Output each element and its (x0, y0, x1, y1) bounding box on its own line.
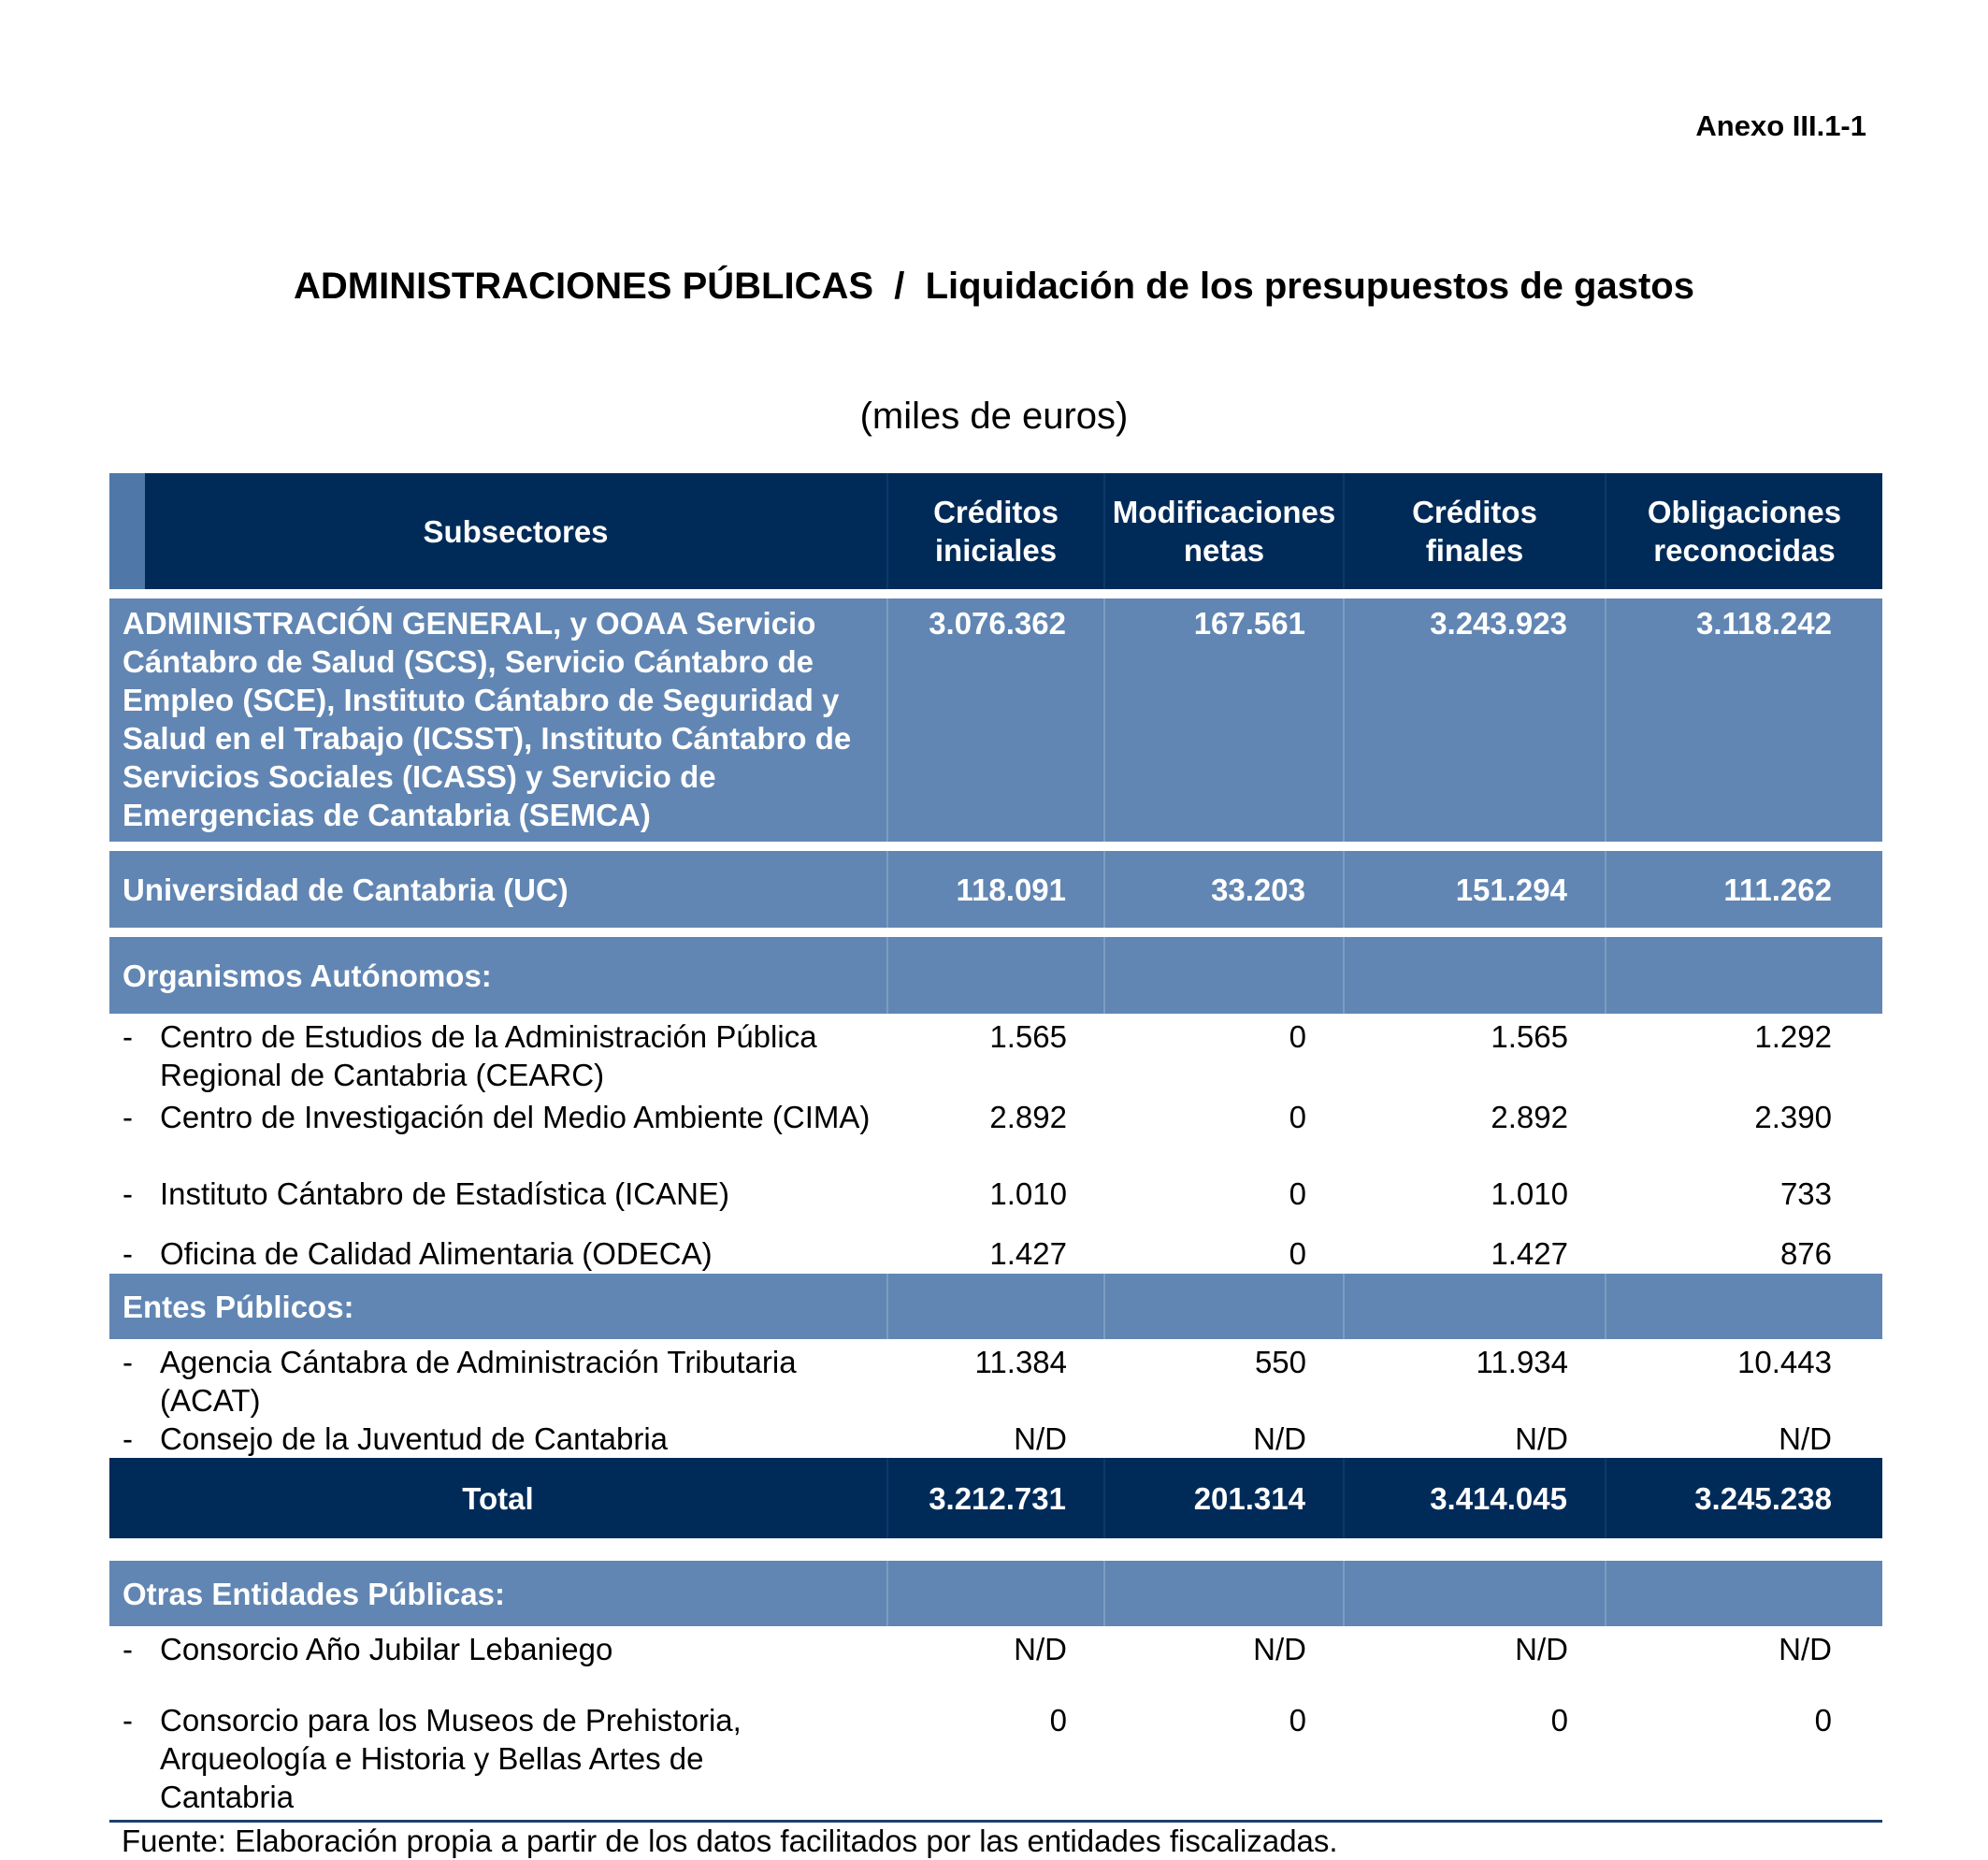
cell-obligaciones-reconocidas: 3.118.242 (1606, 598, 1882, 842)
cell-obligaciones-reconocidas: 3.245.238 (1606, 1458, 1882, 1538)
cell-modificaciones-netas: 0 (1104, 1171, 1344, 1231)
row-label: Centro de Investigación del Medio Ambiente (CIMA) (160, 1100, 871, 1134)
cell-obligaciones-reconocidas: 876 (1606, 1231, 1882, 1274)
cell-creditos-finales: 1.010 (1344, 1171, 1606, 1231)
budget-table (109, 473, 1882, 1816)
row-label: Consorcio Año Jubilar Lebaniego (160, 1632, 613, 1666)
cell-creditos-finales: 1.565 (1344, 1014, 1606, 1094)
table-row (109, 1171, 1882, 1231)
page-title: ADMINISTRACIONES PÚBLICAS / Liquidación de los presupuestos de gastos (294, 266, 1694, 307)
cell-obligaciones-reconocidas: 2.390 (1606, 1094, 1882, 1171)
cell-creditos-finales: N/D (1344, 1420, 1606, 1458)
cell-creditos-finales: 1.427 (1344, 1231, 1606, 1274)
cell-creditos-iniciales: 2.892 (887, 1094, 1104, 1171)
cell-creditos-finales: 3.243.923 (1344, 598, 1606, 842)
cell-creditos-iniciales: N/D (887, 1626, 1104, 1697)
section-label: Organismos Autónomos: (109, 937, 887, 1014)
row-label: Instituto Cántabro de Estadística (ICANE) (160, 1176, 729, 1211)
row-label: Centro de Estudios de la Administración Pública Regional de Cantabria (CEARC) (160, 1019, 817, 1092)
cell-obligaciones-reconocidas: N/D (1606, 1420, 1882, 1458)
row-administracion-general (109, 598, 1882, 842)
table-row (109, 1697, 1882, 1816)
cell-obligaciones-reconocidas: 733 (1606, 1171, 1882, 1231)
cell-creditos-iniciales: 1.565 (887, 1014, 1104, 1094)
section-entes-publicos (109, 1274, 1882, 1339)
cell-creditos-iniciales: 118.091 (887, 851, 1104, 928)
cell-modificaciones-netas: 0 (1104, 1014, 1344, 1094)
cell-obligaciones-reconocidas: 1.292 (1606, 1014, 1882, 1094)
cell-creditos-iniciales: 1.427 (887, 1231, 1104, 1274)
section-otras-entidades (109, 1561, 1882, 1626)
table-row (109, 1420, 1882, 1458)
source-note: Fuente: Elaboración propia a partir de los datos facilitados por las entidades fiscalizadas. (122, 1824, 1338, 1858)
cell-modificaciones-netas: 550 (1104, 1339, 1344, 1420)
cell-creditos-finales: 0 (1344, 1697, 1606, 1816)
bullet-dash: - (122, 1345, 133, 1379)
table-row (109, 1231, 1882, 1274)
header-subsectores: Subsectores (109, 473, 887, 589)
section-organismos-autonomos (109, 937, 1882, 1014)
cell-creditos-finales: 2.892 (1344, 1094, 1606, 1171)
cell-modificaciones-netas: 167.561 (1104, 598, 1344, 842)
cell-creditos-finales: N/D (1344, 1626, 1606, 1697)
cell-creditos-finales: 11.934 (1344, 1339, 1606, 1420)
bullet-dash: - (122, 1632, 133, 1666)
header-obligaciones-reconocidas: Obligaciones reconocidas (1606, 473, 1882, 589)
cell-obligaciones-reconocidas: N/D (1606, 1626, 1882, 1697)
annex-label: Anexo III.1-1 (1695, 109, 1866, 142)
bullet-dash: - (122, 1100, 133, 1134)
row-label: Consejo de la Juventud de Cantabria (160, 1421, 669, 1456)
bullet-dash: - (122, 1019, 133, 1054)
cell-creditos-iniciales: 3.076.362 (887, 598, 1104, 842)
header-creditos-finales: Créditos finales (1344, 473, 1606, 589)
cell-creditos-iniciales: N/D (887, 1420, 1104, 1458)
table-header-row (109, 473, 1882, 589)
row-universidad (109, 851, 1882, 928)
cell-creditos-finales: 151.294 (1344, 851, 1606, 928)
row-label: Agencia Cántabra de Administración Tributaria (ACAT) (160, 1345, 797, 1418)
cell-modificaciones-netas: 0 (1104, 1094, 1344, 1171)
cell-modificaciones-netas: 0 (1104, 1697, 1344, 1816)
cell-modificaciones-netas: 0 (1104, 1231, 1344, 1274)
cell-creditos-iniciales: 3.212.731 (887, 1458, 1104, 1538)
bullet-dash: - (122, 1421, 133, 1456)
cell-obligaciones-reconocidas: 10.443 (1606, 1339, 1882, 1420)
units-subtitle: (miles de euros) (859, 396, 1129, 437)
cell-modificaciones-netas: 201.314 (1104, 1458, 1344, 1538)
row-label: Consorcio para los Museos de Prehistoria, Arqueología e Historia y Bellas Artes de Cantabria (160, 1703, 742, 1814)
section-label: Entes Públicos: (109, 1274, 887, 1339)
table-row (109, 1339, 1882, 1420)
bullet-dash: - (122, 1236, 133, 1271)
cell-creditos-finales: 3.414.045 (1344, 1458, 1606, 1538)
cell-modificaciones-netas: N/D (1104, 1626, 1344, 1697)
cell-creditos-iniciales: 11.384 (887, 1339, 1104, 1420)
cell-obligaciones-reconocidas: 111.262 (1606, 851, 1882, 928)
row-label: ADMINISTRACIÓN GENERAL, y OOAA Servicio Cántabro de Salud (SCS), Servicio Cántabro de Empleo (SCE), Instituto Cántabro de Seguridad y Salud en el Trabajo (ICSST), Instituto Cántabro de Servicios Sociales (ICASS) y Servicio de Emergencias de Cantabria (SEMCA) (109, 598, 887, 842)
cell-obligaciones-reconocidas: 0 (1606, 1697, 1882, 1816)
table-row (109, 1626, 1882, 1697)
row-total (109, 1458, 1882, 1538)
bullet-dash: - (122, 1703, 133, 1737)
row-label: Oficina de Calidad Alimentaria (ODECA) (160, 1236, 713, 1271)
cell-modificaciones-netas: 33.203 (1104, 851, 1344, 928)
cell-creditos-iniciales: 0 (887, 1697, 1104, 1816)
table-row (109, 1094, 1882, 1171)
header-creditos-iniciales: Créditos iniciales (887, 473, 1104, 589)
table-row (109, 1014, 1882, 1094)
section-label: Otras Entidades Públicas: (109, 1561, 887, 1626)
cell-modificaciones-netas: N/D (1104, 1420, 1344, 1458)
header-modificaciones-netas: Modificaciones netas (1104, 473, 1344, 589)
total-label: Total (109, 1458, 887, 1538)
bullet-dash: - (122, 1176, 133, 1211)
row-label: Universidad de Cantabria (UC) (109, 851, 887, 928)
cell-creditos-iniciales: 1.010 (887, 1171, 1104, 1231)
